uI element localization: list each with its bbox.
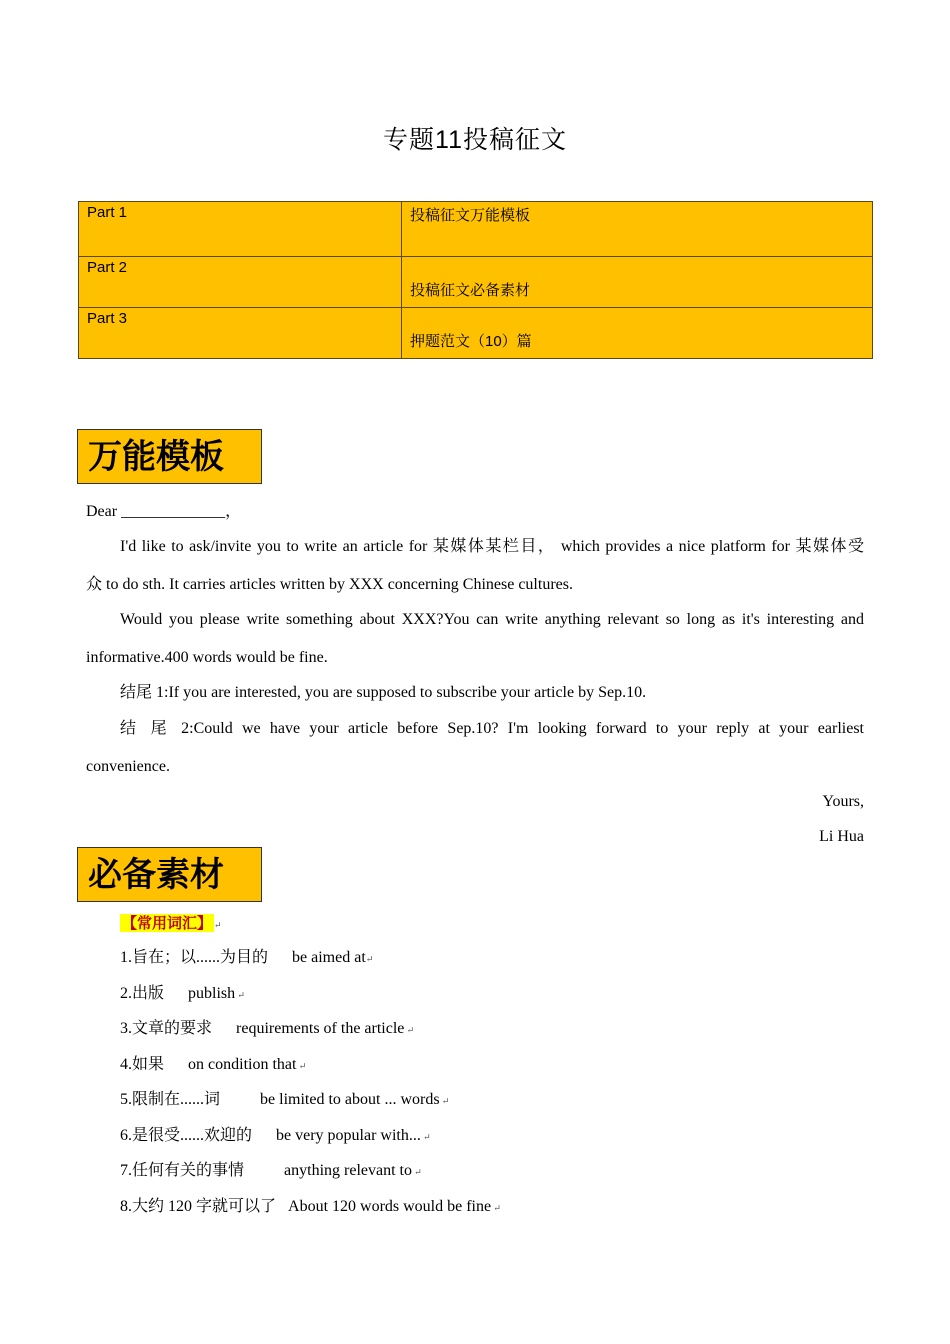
vocab-title: 【常用词汇】	[122, 914, 213, 932]
section-heading-materials: 必备素材	[77, 847, 262, 902]
list-item: 5.限制在......词 be limited to about ... words ↵	[120, 1091, 450, 1108]
paragraph-2-line-1: Would you please write something about XXX?You can write anything relevant so long as it's interesting and	[120, 611, 864, 628]
salutation: Dear _____________，	[86, 503, 242, 520]
list-item: 6.是很受......欢迎的 be very popular with... ↵	[120, 1127, 431, 1144]
list-item: 2.出版 publish ↵	[120, 985, 245, 1002]
parts-table	[78, 201, 873, 359]
closing: Yours,	[822, 793, 864, 810]
part-content: 投稿征文必备素材	[402, 257, 873, 308]
part-content: 押题范文（10）篇	[402, 308, 873, 359]
paragraph-1-line-1: I'd like to ask/invite you to write an article for 某媒体某栏目， which provides a nice platform for 某媒体受	[120, 538, 864, 555]
vocab-title-row	[120, 913, 222, 935]
return-mark: ↵	[214, 920, 222, 930]
paragraph-1-line-2: 众 to do sth. It carries articles written by XXX concerning Chinese cultures.	[86, 576, 573, 593]
signature: Li Hua	[819, 828, 864, 845]
section-heading-template: 万能模板	[77, 429, 262, 484]
list-item: 7.任何有关的事情 anything relevant to ↵	[120, 1162, 422, 1179]
table-row	[79, 308, 873, 359]
paragraph-2-line-2: informative.400 words would be fine.	[86, 649, 328, 666]
part-label: Part 3	[79, 308, 402, 359]
table-row	[79, 202, 873, 257]
list-item: 8.大约 120 字就可以了 About 120 words would be fine ↵	[120, 1198, 501, 1215]
part-label: Part 1	[79, 202, 402, 257]
table-row	[79, 257, 873, 308]
page-title: 专题11投稿征文	[383, 126, 567, 154]
part-content: 投稿征文万能模板	[402, 202, 873, 257]
ending-2-line-2: convenience.	[86, 758, 170, 775]
list-item: 4.如果 on condition that ↵	[120, 1056, 307, 1073]
ending-2-line-1: 结 尾 2:Could we have your article before Sep.10? I'm looking forward to your reply at your earliest	[120, 720, 864, 737]
part-label: Part 2	[79, 257, 402, 308]
list-item: 1.旨在；以......为目的 be aimed at↵	[120, 949, 374, 966]
ending-1: 结尾 1:If you are interested, you are supposed to subscribe your article by Sep.10.	[120, 684, 647, 701]
list-item: 3.文章的要求 requirements of the article ↵	[120, 1020, 415, 1037]
